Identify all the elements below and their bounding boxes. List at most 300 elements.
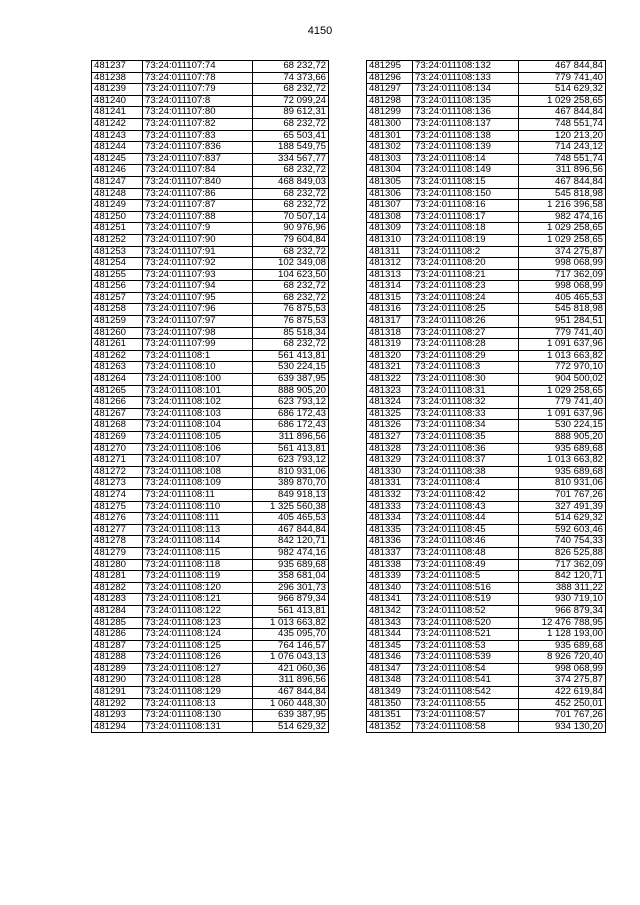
row-number-cell: 481243 <box>92 130 143 142</box>
value-cell: 85 518,34 <box>253 327 329 339</box>
table-row <box>367 524 606 536</box>
value-cell: 717 362,09 <box>519 269 606 281</box>
table-row <box>92 339 329 351</box>
row-number-cell: 481240 <box>92 95 143 107</box>
table-row <box>367 594 606 606</box>
value-cell: 12 476 788,95 <box>519 617 606 629</box>
cadastral-number-cell: 73:24:011108:34 <box>413 420 519 432</box>
cadastral-number-cell: 73:24:011108:17 <box>413 211 519 223</box>
row-number-cell: 481333 <box>367 501 413 513</box>
table-row <box>367 61 606 73</box>
cadastral-number-cell: 73:24:011108:1 <box>143 350 253 362</box>
value-cell: 717 362,09 <box>519 559 606 571</box>
row-number-cell: 481265 <box>92 385 143 397</box>
table-row <box>367 281 606 293</box>
cadastral-number-cell: 73:24:011107:95 <box>143 292 253 304</box>
table-row <box>367 95 606 107</box>
table-row <box>92 84 329 96</box>
cadastral-number-cell: 73:24:011108:25 <box>413 304 519 316</box>
row-number-cell: 481350 <box>367 698 413 710</box>
cadastral-number-cell: 73:24:011108:126 <box>143 652 253 664</box>
row-number-cell: 481269 <box>92 432 143 444</box>
table-row <box>92 107 329 119</box>
cadastral-number-cell: 73:24:011108:19 <box>413 234 519 246</box>
table-row <box>92 130 329 142</box>
row-number-cell: 481259 <box>92 316 143 328</box>
value-cell: 68 232,72 <box>253 165 329 177</box>
row-number-cell: 481299 <box>367 107 413 119</box>
cadastral-number-cell: 73:24:011108:28 <box>413 339 519 351</box>
row-number-cell: 481293 <box>92 710 143 722</box>
value-cell: 374 275,87 <box>519 246 606 258</box>
table-row <box>367 223 606 235</box>
row-number-cell: 481296 <box>367 72 413 84</box>
table-row <box>92 478 329 490</box>
value-cell: 849 918,13 <box>253 489 329 501</box>
value-cell: 311 896,56 <box>519 165 606 177</box>
row-number-cell: 481254 <box>92 258 143 270</box>
cadastral-number-cell: 73:24:011108:149 <box>413 165 519 177</box>
cadastral-number-cell: 73:24:011108:109 <box>143 478 253 490</box>
table-row <box>367 211 606 223</box>
cadastral-number-cell: 73:24:011108:101 <box>143 385 253 397</box>
table-row <box>367 466 606 478</box>
cadastral-number-cell: 73:24:011108:121 <box>143 594 253 606</box>
row-number-cell: 481276 <box>92 513 143 525</box>
cadastral-number-cell: 73:24:011108:58 <box>413 721 519 733</box>
row-number-cell: 481315 <box>367 292 413 304</box>
cadastral-number-cell: 73:24:011108:131 <box>143 721 253 733</box>
cadastral-number-cell: 73:24:011107:837 <box>143 153 253 165</box>
value-cell: 90 976,96 <box>253 223 329 235</box>
cadastral-number-cell: 73:24:011108:129 <box>143 687 253 699</box>
table-row <box>367 408 606 420</box>
row-number-cell: 481303 <box>367 153 413 165</box>
row-number-cell: 481310 <box>367 234 413 246</box>
value-cell: 686 172,43 <box>253 408 329 420</box>
value-cell: 810 931,06 <box>253 466 329 478</box>
cadastral-number-cell: 73:24:011108:124 <box>143 629 253 641</box>
table-row <box>367 687 606 699</box>
row-number-cell: 481292 <box>92 698 143 710</box>
table-row <box>92 501 329 513</box>
value-cell: 779 741,40 <box>519 327 606 339</box>
row-number-cell: 481250 <box>92 211 143 223</box>
cadastral-number-cell: 73:24:011108:26 <box>413 316 519 328</box>
row-number-cell: 481291 <box>92 687 143 699</box>
cadastral-number-cell: 73:24:011108:29 <box>413 350 519 362</box>
cadastral-number-cell: 73:24:011108:135 <box>413 95 519 107</box>
cadastral-number-cell: 73:24:011107:92 <box>143 258 253 270</box>
cadastral-number-cell: 73:24:011108:21 <box>413 269 519 281</box>
value-cell: 65 503,41 <box>253 130 329 142</box>
row-number-cell: 481242 <box>92 118 143 130</box>
table-row <box>92 524 329 536</box>
cadastral-number-cell: 73:24:011108:137 <box>413 118 519 130</box>
value-cell: 764 146,57 <box>253 640 329 652</box>
cadastral-number-cell: 73:24:011108:123 <box>143 617 253 629</box>
table-row <box>367 362 606 374</box>
table-row <box>92 385 329 397</box>
cadastral-number-cell: 73:24:011107:74 <box>143 61 253 73</box>
value-cell: 561 413,81 <box>253 350 329 362</box>
cadastral-number-cell: 73:24:011108:42 <box>413 489 519 501</box>
value-cell: 467 844,84 <box>253 524 329 536</box>
table-row <box>367 432 606 444</box>
cadastral-number-cell: 73:24:011108:114 <box>143 536 253 548</box>
value-cell: 514 629,32 <box>519 513 606 525</box>
value-cell: 530 224,15 <box>519 420 606 432</box>
row-number-cell: 481285 <box>92 617 143 629</box>
table-row <box>92 362 329 374</box>
table-row <box>367 200 606 212</box>
row-number-cell: 481325 <box>367 408 413 420</box>
table-row <box>92 176 329 188</box>
value-cell: 74 373,66 <box>253 72 329 84</box>
value-cell: 639 387,95 <box>253 374 329 386</box>
cadastral-number-cell: 73:24:011108:33 <box>413 408 519 420</box>
table-row <box>92 223 329 235</box>
left-data-table <box>91 60 329 733</box>
row-number-cell: 481334 <box>367 513 413 525</box>
row-number-cell: 481261 <box>92 339 143 351</box>
table-row <box>92 559 329 571</box>
row-number-cell: 481312 <box>367 258 413 270</box>
table-row <box>92 153 329 165</box>
table-row <box>92 246 329 258</box>
row-number-cell: 481337 <box>367 547 413 559</box>
row-number-cell: 481307 <box>367 200 413 212</box>
value-cell: 68 232,72 <box>253 281 329 293</box>
row-number-cell: 481288 <box>92 652 143 664</box>
table-row <box>92 710 329 722</box>
value-cell: 389 870,70 <box>253 478 329 490</box>
row-number-cell: 481280 <box>92 559 143 571</box>
table-row <box>367 327 606 339</box>
value-cell: 421 060,36 <box>253 663 329 675</box>
value-cell: 405 465,53 <box>253 513 329 525</box>
table-row <box>367 455 606 467</box>
row-number-cell: 481290 <box>92 675 143 687</box>
value-cell: 104 623,50 <box>253 269 329 281</box>
table-row <box>92 95 329 107</box>
table-row <box>92 489 329 501</box>
table-row <box>92 652 329 664</box>
table-row <box>92 327 329 339</box>
row-number-cell: 481347 <box>367 663 413 675</box>
table-row <box>367 339 606 351</box>
table-row <box>92 142 329 154</box>
row-number-cell: 481239 <box>92 84 143 96</box>
row-number-cell: 481294 <box>92 721 143 733</box>
value-cell: 1 060 448,30 <box>253 698 329 710</box>
table-row <box>367 640 606 652</box>
value-cell: 639 387,95 <box>253 710 329 722</box>
cadastral-number-cell: 73:24:011107:78 <box>143 72 253 84</box>
value-cell: 951 284,51 <box>519 316 606 328</box>
table-row <box>367 385 606 397</box>
cadastral-number-cell: 73:24:011108:35 <box>413 432 519 444</box>
table-row <box>367 269 606 281</box>
table-row <box>92 234 329 246</box>
cadastral-number-cell: 73:24:011108:4 <box>413 478 519 490</box>
cadastral-number-cell: 73:24:011108:134 <box>413 84 519 96</box>
table-row <box>367 316 606 328</box>
table-row <box>92 594 329 606</box>
row-number-cell: 481287 <box>92 640 143 652</box>
table-row <box>367 246 606 258</box>
value-cell: 1 325 560,38 <box>253 501 329 513</box>
value-cell: 467 844,84 <box>519 107 606 119</box>
value-cell: 1 029 258,65 <box>519 223 606 235</box>
value-cell: 467 844,84 <box>519 176 606 188</box>
row-number-cell: 481248 <box>92 188 143 200</box>
table-row <box>92 165 329 177</box>
value-cell: 904 500,02 <box>519 374 606 386</box>
table-row <box>92 316 329 328</box>
cadastral-number-cell: 73:24:011108:122 <box>143 605 253 617</box>
table-row <box>367 698 606 710</box>
value-cell: 72 099,24 <box>253 95 329 107</box>
value-cell: 530 224,15 <box>253 362 329 374</box>
row-number-cell: 481319 <box>367 339 413 351</box>
cadastral-number-cell: 73:24:011108:54 <box>413 663 519 675</box>
table-row <box>367 258 606 270</box>
row-number-cell: 481324 <box>367 397 413 409</box>
cadastral-number-cell: 73:24:011107:99 <box>143 339 253 351</box>
value-cell: 68 232,72 <box>253 84 329 96</box>
cadastral-number-cell: 73:24:011107:8 <box>143 95 253 107</box>
value-cell: 68 232,72 <box>253 339 329 351</box>
table-row <box>92 687 329 699</box>
row-number-cell: 481264 <box>92 374 143 386</box>
row-number-cell: 481329 <box>367 455 413 467</box>
row-number-cell: 481341 <box>367 594 413 606</box>
table-row <box>92 605 329 617</box>
row-number-cell: 481300 <box>367 118 413 130</box>
table-row <box>92 420 329 432</box>
row-number-cell: 481345 <box>367 640 413 652</box>
cadastral-number-cell: 73:24:011108:20 <box>413 258 519 270</box>
table-row <box>92 118 329 130</box>
value-cell: 1 029 258,65 <box>519 234 606 246</box>
value-cell: 405 465,53 <box>519 292 606 304</box>
value-cell: 76 875,53 <box>253 304 329 316</box>
table-row <box>92 629 329 641</box>
table-row <box>92 292 329 304</box>
value-cell: 68 232,72 <box>253 292 329 304</box>
row-number-cell: 481327 <box>367 432 413 444</box>
cadastral-number-cell: 73:24:011108:115 <box>143 547 253 559</box>
row-number-cell: 481302 <box>367 142 413 154</box>
table-row <box>92 304 329 316</box>
table-row <box>367 118 606 130</box>
table-row <box>92 269 329 281</box>
row-number-cell: 481245 <box>92 153 143 165</box>
cadastral-number-cell: 73:24:011107:91 <box>143 246 253 258</box>
cadastral-number-cell: 73:24:011108:2 <box>413 246 519 258</box>
value-cell: 701 767,26 <box>519 710 606 722</box>
table-row <box>367 234 606 246</box>
value-cell: 188 549,75 <box>253 142 329 154</box>
cadastral-number-cell: 73:24:011108:119 <box>143 571 253 583</box>
value-cell: 311 896,56 <box>253 675 329 687</box>
value-cell: 545 818,98 <box>519 304 606 316</box>
row-number-cell: 481295 <box>367 61 413 73</box>
table-row <box>92 617 329 629</box>
row-number-cell: 481260 <box>92 327 143 339</box>
row-number-cell: 481253 <box>92 246 143 258</box>
value-cell: 514 629,32 <box>253 721 329 733</box>
table-row <box>367 420 606 432</box>
cadastral-number-cell: 73:24:011108:113 <box>143 524 253 536</box>
value-cell: 779 741,40 <box>519 72 606 84</box>
value-cell: 296 301,73 <box>253 582 329 594</box>
table-row <box>367 84 606 96</box>
row-number-cell: 481289 <box>92 663 143 675</box>
table-row <box>92 397 329 409</box>
table-row <box>367 374 606 386</box>
cadastral-number-cell: 73:24:011107:90 <box>143 234 253 246</box>
row-number-cell: 481318 <box>367 327 413 339</box>
cadastral-number-cell: 73:24:011108:130 <box>143 710 253 722</box>
table-row <box>367 675 606 687</box>
value-cell: 714 243,12 <box>519 142 606 154</box>
value-cell: 1 216 396,58 <box>519 200 606 212</box>
row-number-cell: 481278 <box>92 536 143 548</box>
value-cell: 452 250,01 <box>519 698 606 710</box>
row-number-cell: 481317 <box>367 316 413 328</box>
row-number-cell: 481249 <box>92 200 143 212</box>
cadastral-number-cell: 73:24:011107:83 <box>143 130 253 142</box>
row-number-cell: 481346 <box>367 652 413 664</box>
cadastral-number-cell: 73:24:011108:521 <box>413 629 519 641</box>
value-cell: 89 612,31 <box>253 107 329 119</box>
cadastral-number-cell: 73:24:011107:97 <box>143 316 253 328</box>
row-number-cell: 481340 <box>367 582 413 594</box>
row-number-cell: 481238 <box>92 72 143 84</box>
table-row <box>92 258 329 270</box>
cadastral-number-cell: 73:24:011108:110 <box>143 501 253 513</box>
row-number-cell: 481309 <box>367 223 413 235</box>
cadastral-number-cell: 73:24:011108:139 <box>413 142 519 154</box>
table-row <box>367 478 606 490</box>
table-row <box>367 663 606 675</box>
value-cell: 982 474,16 <box>519 211 606 223</box>
cadastral-number-cell: 73:24:011108:46 <box>413 536 519 548</box>
cadastral-number-cell: 73:24:011108:102 <box>143 397 253 409</box>
value-cell: 1 029 258,65 <box>519 95 606 107</box>
table-row <box>92 536 329 548</box>
value-cell: 1 013 663,82 <box>519 455 606 467</box>
table-row <box>367 153 606 165</box>
value-cell: 311 896,56 <box>253 432 329 444</box>
value-cell: 623 793,12 <box>253 397 329 409</box>
table-row <box>92 640 329 652</box>
row-number-cell: 481282 <box>92 582 143 594</box>
row-number-cell: 481308 <box>367 211 413 223</box>
right-data-table <box>366 60 606 733</box>
table-row <box>367 397 606 409</box>
row-number-cell: 481321 <box>367 362 413 374</box>
table-row <box>92 663 329 675</box>
value-cell: 966 879,34 <box>253 594 329 606</box>
row-number-cell: 481297 <box>367 84 413 96</box>
cadastral-number-cell: 73:24:011107:86 <box>143 188 253 200</box>
value-cell: 998 068,99 <box>519 281 606 293</box>
cadastral-number-cell: 73:24:011108:128 <box>143 675 253 687</box>
value-cell: 701 767,26 <box>519 489 606 501</box>
table-row <box>92 350 329 362</box>
row-number-cell: 481257 <box>92 292 143 304</box>
cadastral-number-cell: 73:24:011108:10 <box>143 362 253 374</box>
cadastral-number-cell: 73:24:011108:138 <box>413 130 519 142</box>
cadastral-number-cell: 73:24:011108:31 <box>413 385 519 397</box>
table-row <box>92 547 329 559</box>
cadastral-number-cell: 73:24:011108:13 <box>143 698 253 710</box>
value-cell: 1 029 258,65 <box>519 385 606 397</box>
table-row <box>367 513 606 525</box>
value-cell: 1 091 637,96 <box>519 339 606 351</box>
value-cell: 888 905,20 <box>519 432 606 444</box>
cadastral-number-cell: 73:24:011108:37 <box>413 455 519 467</box>
row-number-cell: 481258 <box>92 304 143 316</box>
table-row <box>367 107 606 119</box>
table-row <box>367 547 606 559</box>
row-number-cell: 481279 <box>92 547 143 559</box>
table-row <box>92 432 329 444</box>
row-number-cell: 481251 <box>92 223 143 235</box>
row-number-cell: 481271 <box>92 455 143 467</box>
value-cell: 810 931,06 <box>519 478 606 490</box>
cadastral-number-cell: 73:24:011108:23 <box>413 281 519 293</box>
value-cell: 1 128 193,00 <box>519 629 606 641</box>
cadastral-number-cell: 73:24:011108:45 <box>413 524 519 536</box>
row-number-cell: 481272 <box>92 466 143 478</box>
cadastral-number-cell: 73:24:011108:5 <box>413 571 519 583</box>
cadastral-number-cell: 73:24:011108:16 <box>413 200 519 212</box>
table-row <box>92 281 329 293</box>
value-cell: 374 275,87 <box>519 675 606 687</box>
table-row <box>367 165 606 177</box>
value-cell: 592 603,46 <box>519 524 606 536</box>
table-row <box>92 571 329 583</box>
cadastral-number-cell: 73:24:011108:118 <box>143 559 253 571</box>
table-row <box>92 455 329 467</box>
row-number-cell: 481335 <box>367 524 413 536</box>
table-row <box>367 571 606 583</box>
cadastral-number-cell: 73:24:011108:55 <box>413 698 519 710</box>
cadastral-number-cell: 73:24:011107:93 <box>143 269 253 281</box>
cadastral-number-cell: 73:24:011108:15 <box>413 176 519 188</box>
table-row <box>92 200 329 212</box>
cadastral-number-cell: 73:24:011108:519 <box>413 594 519 606</box>
cadastral-number-cell: 73:24:011108:38 <box>413 466 519 478</box>
row-number-cell: 481284 <box>92 605 143 617</box>
table-row <box>367 605 606 617</box>
cadastral-number-cell: 73:24:011108:539 <box>413 652 519 664</box>
table-row <box>367 617 606 629</box>
cadastral-number-cell: 73:24:011108:44 <box>413 513 519 525</box>
value-cell: 68 232,72 <box>253 246 329 258</box>
value-cell: 966 879,34 <box>519 605 606 617</box>
cadastral-number-cell: 73:24:011107:836 <box>143 142 253 154</box>
value-cell: 1 091 637,96 <box>519 408 606 420</box>
cadastral-number-cell: 73:24:011108:150 <box>413 188 519 200</box>
value-cell: 826 525,88 <box>519 547 606 559</box>
cadastral-number-cell: 73:24:011108:111 <box>143 513 253 525</box>
table-row <box>92 721 329 733</box>
